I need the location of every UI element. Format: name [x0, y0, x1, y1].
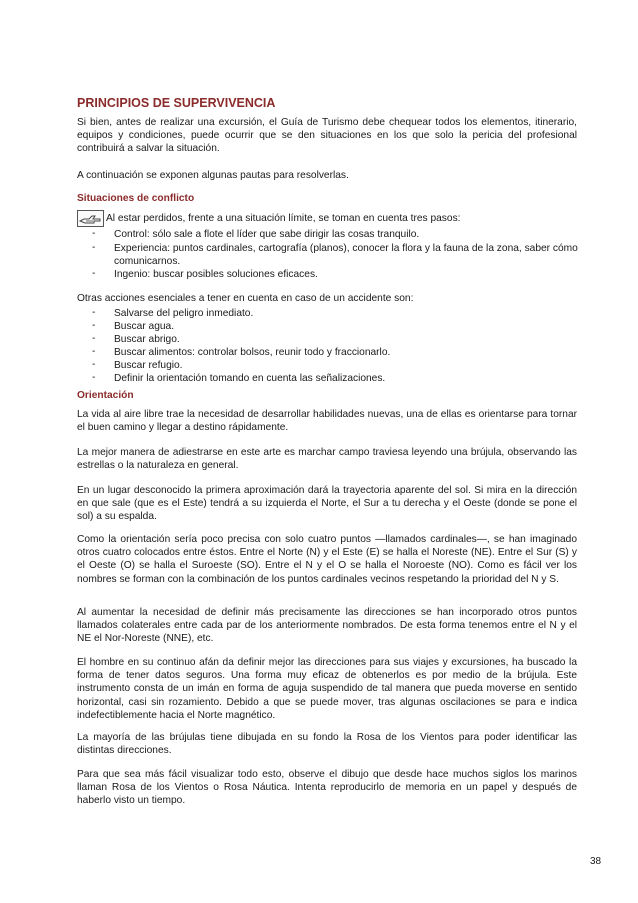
list-item: - Ingenio: buscar posibles soluciones eficaces. — [92, 268, 318, 280]
section-heading-orientation: Orientación — [77, 390, 134, 401]
pointing-hand-icon — [77, 210, 104, 227]
orientation-paragraph: La mayoría de las brújulas tiene dibujada en su fondo la Rosa de los Vientos para poder identificar las distintas direcciones. — [77, 732, 577, 757]
orientation-paragraph: La mejor manera de adiestrarse en este arte es marchar campo traviesa leyendo una brújula, observando las estrellas o la naturaleza en general. — [77, 447, 577, 472]
bullet-dash: - — [92, 242, 96, 253]
list-item: - Experiencia: puntos cardinales, cartografía (planos), conocer la flora y la fauna de la zona, saber cómo comunicarnos. — [92, 242, 578, 268]
bullet-dash: - — [92, 228, 96, 239]
orientation-paragraph: Como la orientación sería poco precisa con solo cuatro puntos —llamados cardinales—, se han imaginado otros cuatro colocados entre éstos. Entre el Norte (N) y el Este (E) se halla el Noreste (NE). Entre el Sur (S) y el Oeste (O) se halla el Suroeste (SO). Entre el N y el O se halla el Noroeste (NO). Como es fácil ver los nombres se forman con la combinación de los puntos cardinales vecinos respetando la prioridad del N y S. — [77, 534, 577, 585]
orientation-paragraph: Al aumentar la necesidad de definir más precisamente las direcciones se han incorporado otros puntos llamados colaterales entre cada par de los anteriormente nombrados. De esta forma tenemos entre el N y el NE el Nor-Noreste (NNE), etc. — [77, 607, 577, 645]
bullet-dash: - — [92, 320, 96, 331]
orientation-paragraph: Para que sea más fácil visualizar todo esto, observe el dibujo que desde hace muchos siglos los marinos llaman Rosa de los Vientos o Rosa Náutica. Intenta reproducirlo de memoria en un papel y después de haberlo visto un tiempo. — [77, 769, 577, 807]
orientation-paragraph: La vida al aire libre trae la necesidad de desarrollar habilidades nuevas, una de ellas es orientarse para tornar el buen camino y llegar a destino rápidamente. — [77, 409, 577, 434]
list-item: - Buscar refugio. — [92, 359, 183, 371]
bullet-dash: - — [92, 307, 96, 318]
actions-lead: Otras acciones esenciales a tener en cuenta en caso de un accidente son: — [77, 293, 414, 304]
page-number: 38 — [590, 856, 602, 867]
list-item: - Definir la orientación tomando en cuenta las señalizaciones. — [92, 372, 386, 384]
section-heading-conflict: Situaciones de conflicto — [77, 193, 195, 204]
orientation-paragraph: En un lugar desconocido la primera aproximación dará la trayectoria aparente del sol. Si mira en la dirección en que sale (que es el Este) tendrá a su izquierda el Norte, el Sur a tu derecha y el Oeste (donde se pone el sol) a su espalda. — [77, 485, 577, 523]
list-item: - Salvarse del peligro inmediato. — [92, 307, 254, 319]
intro-paragraph-2: A continuación se exponen algunas pautas para resolverlas. — [77, 170, 349, 181]
bullet-dash: - — [92, 346, 96, 357]
orientation-paragraph: El hombre en su continuo afán da definir mejor las direcciones para sus viajes y excursiones, ha buscado la forma de tener datos seguros. Una forma muy eficaz de obtenerlos es por medio de la brújula. Este instrumento consta de un imán en forma de aguja suspendido de tal manera que pueda moverse en sentido horizontal, casi sin rozamiento. Debido a que se puede mover, tras algunas oscilaciones se para e indica indefectiblemente hacia el Norte magnético. — [77, 657, 577, 721]
conflict-lead: Al estar perdidos, frente a una situación límite, se toman en cuenta tres pasos: — [106, 213, 461, 224]
list-item: - Buscar alimentos: controlar bolsos, reunir todo y fraccionarlo. — [92, 346, 391, 358]
bullet-dash: - — [92, 372, 96, 383]
bullet-dash: - — [92, 268, 96, 279]
intro-paragraph: Si bien, antes de realizar una excursión, el Guía de Turismo debe chequear todos los elementos, itinerario, equipos y condiciones, puede ocurrir que se den situaciones en los que solo la pericia del profesional contribuirá a salvar la situación. — [77, 117, 577, 155]
bullet-dash: - — [92, 359, 96, 370]
list-item: - Buscar abrigo. — [92, 333, 180, 345]
list-item: - Buscar agua. — [92, 320, 175, 332]
list-item: - Control: sólo sale a flote el líder que sabe dirigir las cosas tranquilo. — [92, 228, 420, 240]
bullet-dash: - — [92, 333, 96, 344]
page-title: PRINCIPIOS DE SUPERVIVENCIA — [77, 96, 276, 110]
